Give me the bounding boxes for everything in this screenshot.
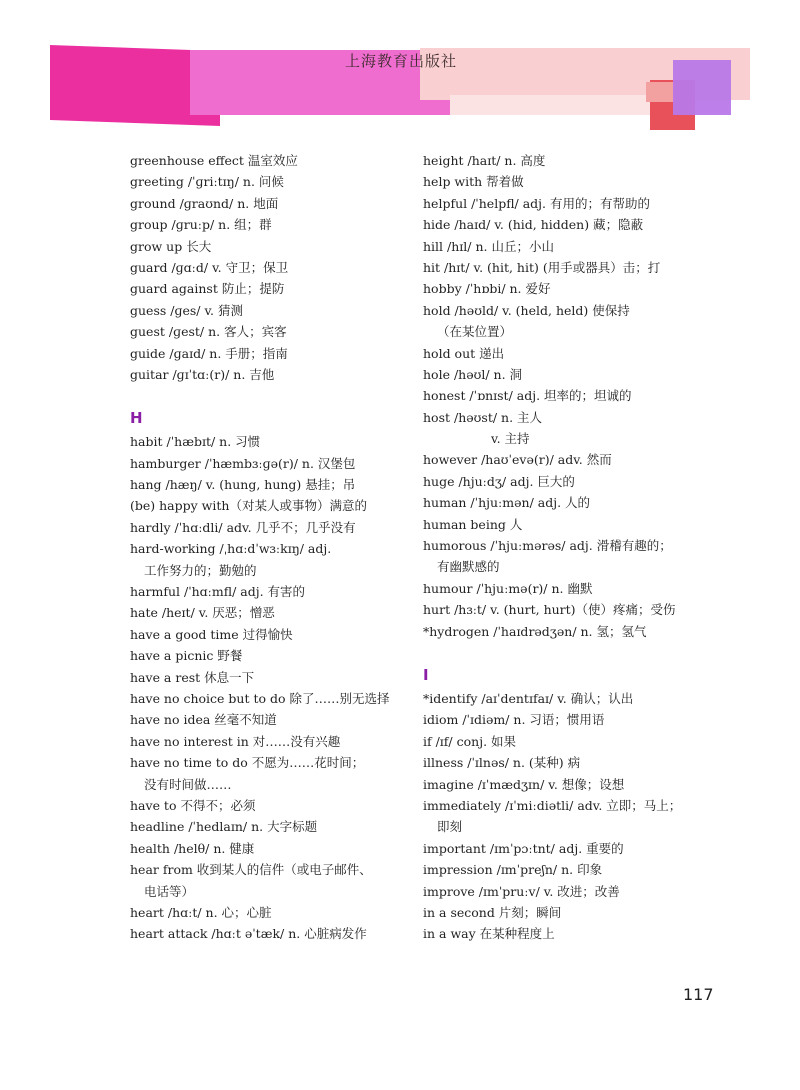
- glossary-entry: guard /ɡɑːd/ v. 守卫；保卫: [130, 259, 289, 275]
- glossary-entry: have no interest in 对……没有兴趣: [130, 733, 341, 749]
- glossary-entry-continuation: 工作努力的；勤勉的: [144, 562, 257, 578]
- glossary-entry: help with 帮着做: [423, 174, 524, 190]
- publisher-name: 上海教育出版社: [345, 52, 458, 70]
- glossary-entry: hide /haɪd/ v. (hid, hidden) 藏；隐蔽: [423, 217, 644, 233]
- glossary-entry: *identify /aɪˈdentɪfaɪ/ v. 确认；认出: [423, 690, 634, 706]
- glossary-entry-continuation: v. 主持: [491, 431, 530, 447]
- glossary-entry-continuation: （在某位置）: [437, 324, 513, 340]
- glossary-entry: hobby /ˈhɒbi/ n. 爱好: [423, 281, 551, 297]
- glossary-entry: illness /ˈɪlnəs/ n. (某种) 病: [423, 755, 581, 771]
- glossary-entry: hold /həʊld/ v. (held, held) 使保持: [423, 302, 630, 318]
- glossary-entry: guess /ɡes/ v. 猜测: [130, 302, 243, 318]
- glossary-entry: in a way 在某种程度上: [423, 926, 555, 942]
- glossary-left-column: [130, 150, 400, 945]
- banner-purple-square: [673, 60, 731, 115]
- glossary-entry: hill /hɪl/ n. 山丘；小山: [423, 238, 554, 254]
- page-number: 117: [683, 985, 714, 1004]
- glossary-entry: impression /ɪmˈpreʃn/ n. 印象: [423, 862, 603, 878]
- glossary-entry: imagine /ɪˈmædʒɪn/ v. 想像；设想: [423, 776, 625, 792]
- glossary-entry-continuation: 电话等）: [144, 883, 195, 899]
- glossary-entry: human being 人: [423, 516, 523, 532]
- glossary-entry-continuation: 有幽默感的: [437, 559, 500, 575]
- glossary-entry: group /ɡruːp/ n. 组；群: [130, 217, 272, 233]
- glossary-entry: guitar /ɡɪˈtɑː(r)/ n. 吉他: [130, 366, 275, 382]
- glossary-entry: have no time to do 不愿为……花时间；: [130, 755, 365, 771]
- glossary-entry: habit /ˈhæbɪt/ n. 习惯: [130, 434, 261, 450]
- glossary-entry: hold out 递出: [423, 345, 505, 361]
- glossary-entry: immediately /ɪˈmiːdiətli/ adv. 立即；马上；: [423, 797, 682, 813]
- glossary-entry: humorous /ˈhjuːmərəs/ adj. 滑稽有趣的；: [423, 538, 672, 554]
- glossary-entry: ground /ɡraʊnd/ n. 地面: [130, 195, 279, 211]
- section-gap: [130, 385, 400, 405]
- glossary-entry: have a picnic 野餐: [130, 648, 243, 664]
- glossary-entry: important /ɪmˈpɔːtnt/ adj. 重要的: [423, 840, 624, 856]
- glossary-entry: hate /heɪt/ v. 厌恶；憎恶: [130, 605, 275, 621]
- glossary-entry: have to 不得不；必须: [130, 797, 256, 813]
- glossary-entry: health /helθ/ n. 健康: [130, 840, 255, 856]
- banner-pale-block: [450, 95, 670, 115]
- glossary-entry: hang /hæŋ/ v. (hung, hung) 悬挂；吊: [130, 477, 356, 493]
- glossary-entry: hole /həʊl/ n. 洞: [423, 366, 523, 382]
- glossary-entry: guard against 防止；提防: [130, 281, 285, 297]
- glossary-entry: have a good time 过得愉快: [130, 626, 293, 642]
- glossary-entry: hurt /hɜːt/ v. (hurt, hurt)（使）疼痛；受伤: [423, 602, 676, 618]
- glossary-entry: heart /hɑːt/ n. 心；心脏: [130, 904, 272, 920]
- header-banner: [0, 0, 800, 140]
- glossary-entry: if /ɪf/ conj. 如果: [423, 733, 517, 749]
- glossary-entry: in a second 片刻；瞬间: [423, 904, 562, 920]
- glossary-entry: hardly /ˈhɑːdli/ adv. 几乎不；几乎没有: [130, 519, 356, 535]
- glossary-entry-continuation: 即刻: [437, 819, 463, 835]
- glossary-entry: hit /hɪt/ v. (hit, hit) (用手或器具）击；打: [423, 259, 661, 275]
- glossary-entry: however /haʊˈevə(r)/ adv. 然而: [423, 452, 612, 468]
- glossary-entry: greenhouse effect 温室效应: [130, 153, 298, 168]
- glossary-entry: human /ˈhjuːmən/ adj. 人的: [423, 495, 591, 511]
- glossary-entry: headline /ˈhedlaɪn/ n. 大字标题: [130, 819, 318, 835]
- glossary-entry: have a rest 休息一下: [130, 669, 255, 685]
- glossary-entry: idiom /ˈɪdiəm/ n. 习语；惯用语: [423, 712, 605, 728]
- glossary-entry: helpful /ˈhelpfl/ adj. 有用的；有帮助的: [423, 195, 650, 211]
- glossary-entry: *hydrogen /ˈhaɪdrədʒən/ n. 氢；氢气: [423, 623, 647, 639]
- section-letter-heading: H: [130, 409, 143, 428]
- glossary-entry: host /həʊst/ n. 主人: [423, 409, 543, 425]
- glossary-entry: heart attack /hɑːt əˈtæk/ n. 心脏病发作: [130, 926, 367, 942]
- glossary-entry: have no choice but to do 除了……别无选择: [130, 690, 390, 706]
- glossary-entry: hard-working /ˌhɑːdˈwɜːkɪŋ/ adj.: [130, 541, 332, 557]
- glossary-entry: improve /ɪmˈpruːv/ v. 改进；改善: [423, 883, 620, 899]
- glossary-right-column: [423, 150, 723, 945]
- glossary-entry: harmful /ˈhɑːmfl/ adj. 有害的: [130, 584, 306, 600]
- glossary-entry: humour /ˈhjuːmə(r)/ n. 幽默: [423, 580, 593, 596]
- glossary-entry: hamburger /ˈhæmbɜːɡə(r)/ n. 汉堡包: [130, 455, 356, 471]
- glossary-entry: huge /hjuːdʒ/ adj. 巨大的: [423, 473, 575, 489]
- glossary-entry: (be) happy with（对某人或事物）满意的: [130, 498, 367, 514]
- glossary-entry-continuation: 没有时间做……: [144, 776, 232, 792]
- section-letter-heading: I: [423, 665, 429, 684]
- glossary-entry: have no idea 丝毫不知道: [130, 712, 277, 728]
- glossary-entry: guest /ɡest/ n. 客人；宾客: [130, 324, 287, 340]
- section-gap: [423, 642, 723, 662]
- banner-salmon-square: [646, 82, 674, 102]
- glossary-entry: height /haɪt/ n. 高度: [423, 153, 546, 168]
- glossary-entry: greeting /ˈɡriːtɪŋ/ n. 问候: [130, 174, 284, 190]
- glossary-entry: hear from 收到某人的信件（或电子邮件、: [130, 862, 372, 878]
- glossary-entry: guide /ɡaɪd/ n. 手册；指南: [130, 345, 288, 361]
- glossary-entry: honest /ˈɒnɪst/ adj. 坦率的；坦诚的: [423, 388, 632, 404]
- glossary-entry: grow up 长大: [130, 238, 212, 254]
